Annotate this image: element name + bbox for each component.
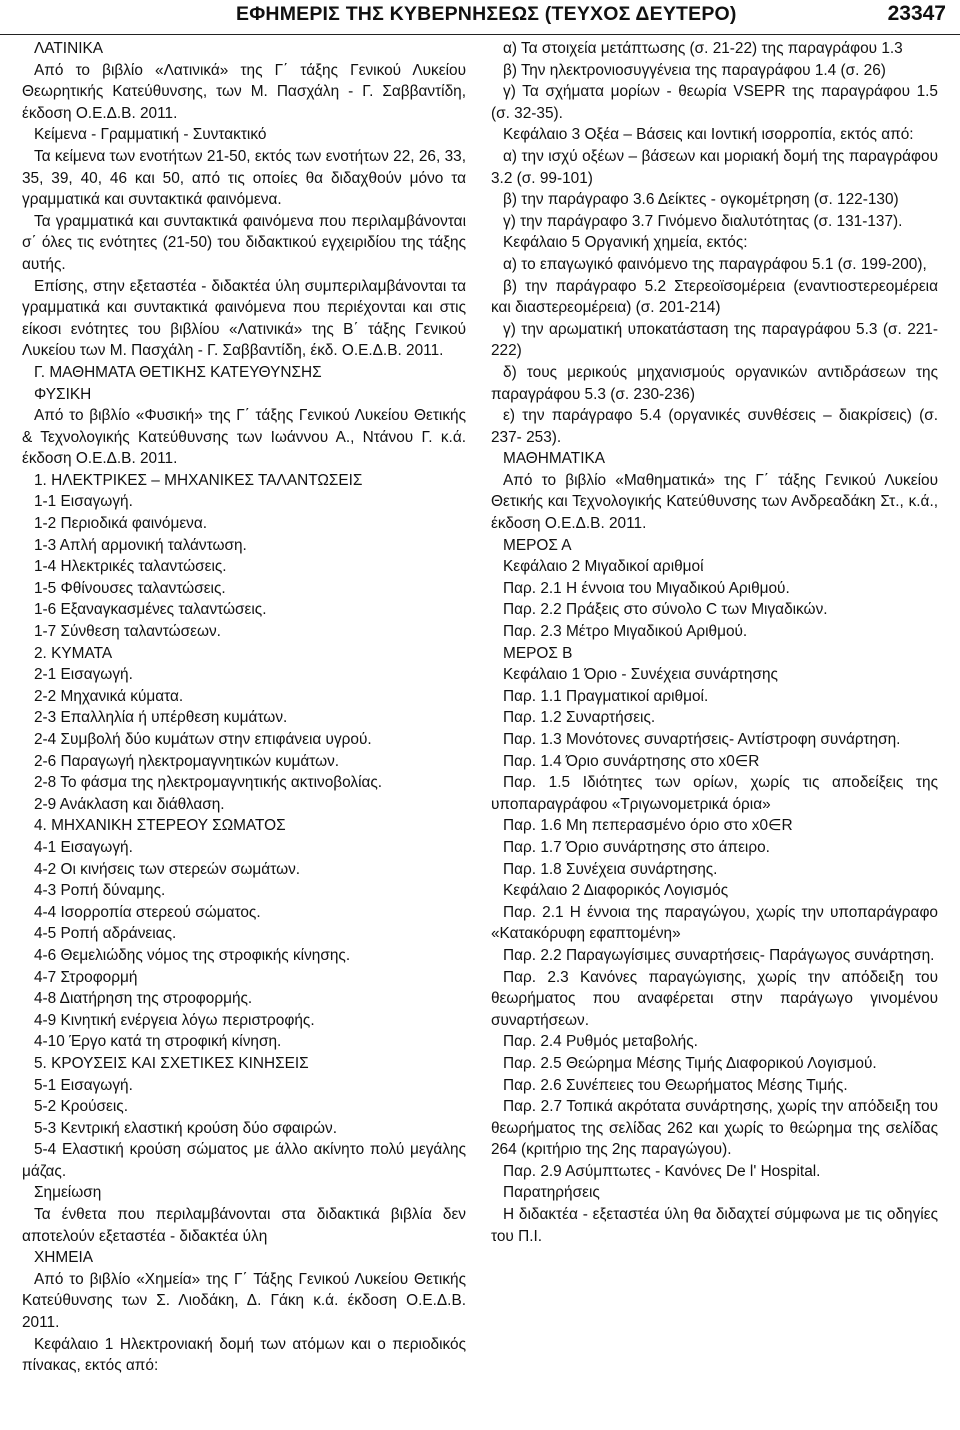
list-item: ε) την παράγραφο 5.4 (οργανικές συνθέσεις – διακρίσεις) (σ. 237- 253).: [491, 407, 938, 446]
list-item: 4-8 Διατήρηση της στροφορμής.: [34, 990, 253, 1008]
list-item: 1-4 Ηλεκτρικές ταλαντώσεις.: [34, 558, 227, 576]
list-item: α) την ισχύ οξέων – βάσεων και μοριακή δομή της παραγράφου 3.2 (σ. 99-101): [491, 147, 938, 187]
list-item: β) την παράγραφο 5.2 Στερεοϊσομέρεια (εναντιοστερεομέρεια και διαστερεομέρεια) (σ. 201-214): [491, 277, 938, 317]
page-number: 23347: [887, 2, 946, 25]
list-item: 1-1 Εισαγωγή.: [34, 493, 133, 511]
list-item: 4-2 Οι κινήσεις των στερεών σωμάτων.: [34, 860, 301, 878]
list-item: Παρ. 1.2 Συναρτήσεις.: [503, 709, 656, 727]
list-item: β) την παράγραφο 3.6 Δείκτες - ογκομέτρηση (σ. 122-130): [503, 191, 899, 209]
list-item: Παρ. 2.7 Τοπικά ακρότατα συνάρτησης, χωρίς την απόδειξη του θεωρήματος της σελίδας 262 και χωρίς το θεώρημα της σελίδας 264 (κριτήριο της 2ης παραγώγου).: [491, 1098, 938, 1159]
list-item: Παρ. 2.5 Θεώρημα Μέσης Τιμής Διαφορικού Λογισμού.: [503, 1054, 877, 1072]
paragraph: Από το βιβλίο «Λατινικά» της Γ΄ τάξης Γενικού Λυκείου Θεωρητικής Κατεύθυνσης, των Μ. Πασχάλη - Γ. Σαββαντίδη, έκδοση Ο.Ε.Δ.Β. 2011.: [22, 61, 466, 122]
paragraph: Η διδακτέα - εξεταστέα ύλη θα διδαχτεί σύμφωνα με τις οδηγίες του Π.Ι.: [491, 1206, 938, 1245]
list-item: 5-1 Εισαγωγή.: [34, 1076, 133, 1094]
paragraph: Τα ένθετα που περιλαμβάνονται στα διδακτικά βιβλία δεν αποτελούν εξεταστέα - διδακτέα ύλη: [22, 1206, 466, 1245]
paragraph: Κεφάλαιο 3 Οξέα – Βάσεις και Ιοντική ισορροπία, εκτός από:: [503, 126, 914, 144]
paragraph: Από το βιβλίο «Μαθηματικά» της Γ΄ τάξης Γενικού Λυκείου Θετικής και Τεχνολογικής Κατεύθυνσης των Ανδρεαδάκη Στ., κ.ά., έκδοση Ο.Ε.Δ.Β. 2011.: [491, 471, 938, 533]
part-heading: ΜΕΡΟΣ Α: [503, 536, 572, 554]
section-heading: ΛΑΤΙΝΙΚΑ: [34, 40, 104, 57]
list-item: 4-6 Θεμελιώδης νόμος της στροφικής κίνησης.: [34, 946, 351, 964]
paragraph: Επίσης, στην εξεταστέα - διδακτέα ύλη συμπεριλαμβάνονται τα γραμματικά και συντακτικά φαινόμενα που περιέχονται και στις είκοσι ενότητες του βιβλίου «Λατινικά» της Β΄ τάξης Γενικού Λυκείου των Μ. Πασχάλη - Γ. Σαββαντίδη, έκδ. Ο.Ε.Δ.Β. 2011.: [22, 277, 466, 360]
list-item: 4-4 Ισορροπία στερεού σώματος.: [34, 903, 261, 921]
paragraph: Κείμενα - Γραμματική - Συντακτικό: [34, 126, 267, 144]
list-item: 5-2 Κρούσεις.: [34, 1098, 128, 1116]
chapter-heading: Κεφάλαιο 2 Μιγαδικοί αριθμοί: [503, 558, 704, 576]
list-item: 2-8 Το φάσμα της ηλεκτρομαγνητικής ακτινοβολίας.: [34, 774, 383, 792]
list-item: 2-1 Εισαγωγή.: [34, 666, 133, 684]
list-item: γ) την παράγραφο 3.7 Γινόμενο διαλυτότητας (σ. 131-137).: [503, 212, 903, 230]
chapter-heading: Κεφάλαιο 1 Όριο - Συνέχεια συνάρτησης: [503, 666, 778, 684]
list-item: 1-3 Απλή αρμονική ταλάντωση.: [34, 536, 247, 554]
paragraph: Κεφάλαιο 5 Οργανική χημεία, εκτός:: [503, 234, 748, 252]
list-item: Παρ. 2.9 Ασύμπτωτες - Κανόνες De l' Hospital.: [503, 1162, 821, 1180]
list-item: γ) Τα σχήματα μορίων - θεωρία VSEPR της παραγράφου 1.5 (σ. 32-35).: [491, 83, 938, 122]
list-item: Παρ. 1.7 Όριο συνάρτησης στο άπειρο.: [503, 838, 770, 856]
section-heading: ΦΥΣΙΚΗ: [34, 385, 92, 403]
part-heading: ΜΕΡΟΣ Β: [503, 644, 573, 662]
page-header: [0, 0, 960, 35]
list-item: Παρ. 2.1 Η έννοια του Μιγαδικού Αριθμού.: [503, 579, 790, 597]
list-item: Παρ. 1.4 Όριο συνάρτησης στο x0∈R: [503, 752, 760, 770]
paragraph: Τα κείμενα των ενοτήτων 21-50, εκτός των ενοτήτων 22, 26, 33, 35, 39, 40, 46 και 50, από τις οποίες θα διδαχθούν μόνο τα γραμματικά και συντακτικά φαινόμενα.: [22, 147, 466, 209]
list-item: 5-3 Κεντρική ελαστική κρούση δύο σφαιρών.: [34, 1119, 337, 1137]
chapter-heading: 5. ΚΡΟΥΣΕΙΣ ΚΑΙ ΣΧΕΤΙΚΕΣ ΚΙΝΗΣΕΙΣ: [34, 1054, 309, 1072]
paragraph: Κεφάλαιο 1 Ηλεκτρονιακή δομή των ατόμων και ο περιοδικός πίνακας, εκτός από:: [22, 1335, 466, 1375]
list-item: 1-5 Φθίνουσες ταλαντώσεις.: [34, 579, 226, 597]
chapter-heading: 4. ΜΗΧΑΝΙΚΗ ΣΤΕΡΕΟΥ ΣΩΜΑΤΟΣ: [34, 817, 286, 835]
list-item: γ) την αρωματική υποκατάσταση της παραγράφου 5.3 (σ. 221-222): [491, 320, 938, 360]
note-heading: Σημείωση: [34, 1184, 102, 1202]
list-item: 1-6 Εξαναγκασμένες ταλαντώσεις.: [34, 601, 267, 619]
paragraph: Τα γραμματικά και συντακτικά φαινόμενα που περιλαμβάνονται σ΄ όλες τις ενότητες (21-50) του διδακτικού εγχειριδίου της τάξης αυτής.: [22, 212, 466, 273]
list-item: 1-2 Περιοδικά φαινόμενα.: [34, 515, 208, 533]
list-item: β) Την ηλεκτρονιοσυγγένεια της παραγράφου 1.4 (σ. 26): [503, 61, 886, 79]
list-item: 2-6 Παραγωγή ηλεκτρομαγνητικών κυμάτων.: [34, 752, 340, 770]
list-item: Παρ. 2.2 Πράξεις στο σύνολο C των Μιγαδικών.: [503, 601, 828, 619]
list-item: Παρ. 2.2 Παραγωγίσιμες συναρτήσεις- Παράγωγος συνάρτηση.: [503, 946, 935, 964]
list-item: 2-3 Επαλληλία ή υπέρθεση κυμάτων.: [34, 709, 288, 727]
list-item: 2-2 Μηχανικά κύματα.: [34, 687, 184, 705]
gazette-title: ΕΦΗΜΕΡΙΣ ΤΗΣ ΚΥΒΕΡΝΗΣΕΩΣ (ΤΕΥΧΟΣ ΔΕΥΤΕΡΟ): [236, 3, 737, 25]
note-heading: Παρατηρήσεις: [503, 1184, 600, 1202]
list-item: 2-4 Συμβολή δύο κυμάτων στην επιφάνεια υγρού.: [34, 731, 372, 748]
list-item: 2-9 Ανάκλαση και διάθλαση.: [34, 795, 225, 813]
list-item: Παρ. 1.6 Μη πεπερασμένο όριο στο x0∈R: [503, 817, 793, 835]
list-item: Παρ. 1.3 Μονότονες συναρτήσεις- Αντίστροφη συνάρτηση.: [503, 731, 901, 748]
list-item: 4-3 Ροπή δύναμης.: [34, 882, 166, 900]
list-item: 4-5 Ροπή αδράνειας.: [34, 925, 177, 943]
list-item: Παρ. 2.4 Ρυθμός μεταβολής.: [503, 1033, 698, 1051]
chapter-heading: 1. ΗΛΕΚΤΡΙΚΕΣ – ΜΗΧΑΝΙΚΕΣ ΤΑΛΑΝΤΩΣΕΙΣ: [34, 471, 363, 489]
chapter-heading: 2. ΚΥΜΑΤΑ: [34, 644, 113, 662]
list-item: Παρ. 2.3 Κανόνες παραγώγισης, χωρίς την απόδειξη του θεωρήματος που αναφέρεται στην παράγωγο γινομένου συναρτήσεων.: [491, 968, 938, 1029]
chapter-heading: Κεφάλαιο 2 Διαφορικός Λογισμός: [503, 882, 729, 900]
right-column: [491, 38, 938, 1247]
list-item: α) το επαγωγικό φαινόμενο της παραγράφου 5.1 (σ. 199-200),: [503, 255, 927, 273]
list-item: 5-4 Ελαστική κρούση σώματος με άλλο ακίνητο πολύ μεγάλης μάζας.: [22, 1141, 466, 1180]
list-item: Παρ. 1.1 Πραγματικοί αριθμοί.: [503, 687, 709, 705]
left-column: [22, 38, 466, 1377]
paragraph: Από το βιβλίο «Χημεία» της Γ΄ Τάξης Γενικού Λυκείου Θετικής Κατεύθυνσης των Σ. Λιοδάκη, Δ. Γάκη κ.ά. έκδοση Ο.Ε.Δ.Β. 2011.: [22, 1270, 466, 1332]
list-item: Παρ. 2.6 Συνέπειες του Θεωρήματος Μέσης Τιμής.: [503, 1076, 848, 1094]
section-heading: Γ. ΜΑΘΗΜΑΤΑ ΘΕΤΙΚΗΣ ΚΑΤΕΥΘΥΝΣΗΣ: [34, 363, 322, 381]
paragraph: Από το βιβλίο «Φυσική» της Γ΄ τάξης Γενικού Λυκείου Θετικής & Τεχνολογικής Κατεύθυνσης των Ιωάννου Α., Ντάνου Γ. κ.ά. έκδοση Ο.Ε.Δ.Β. 2011.: [22, 407, 466, 468]
section-heading: ΧΗΜΕΙΑ: [34, 1249, 94, 1267]
list-item: δ) τους μερικούς μηχανισμούς οργανικών αντιδράσεων της παραγράφου 5.3 (σ. 230-236): [491, 363, 938, 403]
list-item: α) Τα στοιχεία μετάπτωσης (σ. 21-22) της παραγράφου 1.3: [503, 40, 903, 57]
list-item: 4-10 Έργο κατά τη στροφική κίνηση.: [34, 1033, 282, 1051]
list-item: Παρ. 1.8 Συνέχεια συνάρτησης.: [503, 860, 718, 878]
list-item: Παρ. 2.3 Μέτρο Μιγαδικού Αριθμού.: [503, 623, 748, 641]
section-heading: ΜΑΘΗΜΑΤΙΚΑ: [503, 450, 605, 468]
list-item: Παρ. 1.5 Ιδιότητες των ορίων, χωρίς τις αποδείξεις της υποπαραγράφου «Τριγωνομετρικά όρια»: [491, 774, 938, 813]
list-item: 1-7 Σύνθεση ταλαντώσεων.: [34, 623, 221, 641]
list-item: 4-7 Στροφορμή: [34, 968, 138, 986]
list-item: 4-9 Κινητική ενέργεια λόγω περιστροφής.: [34, 1011, 315, 1029]
list-item: 4-1 Εισαγωγή.: [34, 838, 133, 856]
list-item: Παρ. 2.1 Η έννοια της παραγώγου, χωρίς την υποπαράγραφο «Κατακόρυφη εφαπτομένη»: [491, 903, 938, 943]
